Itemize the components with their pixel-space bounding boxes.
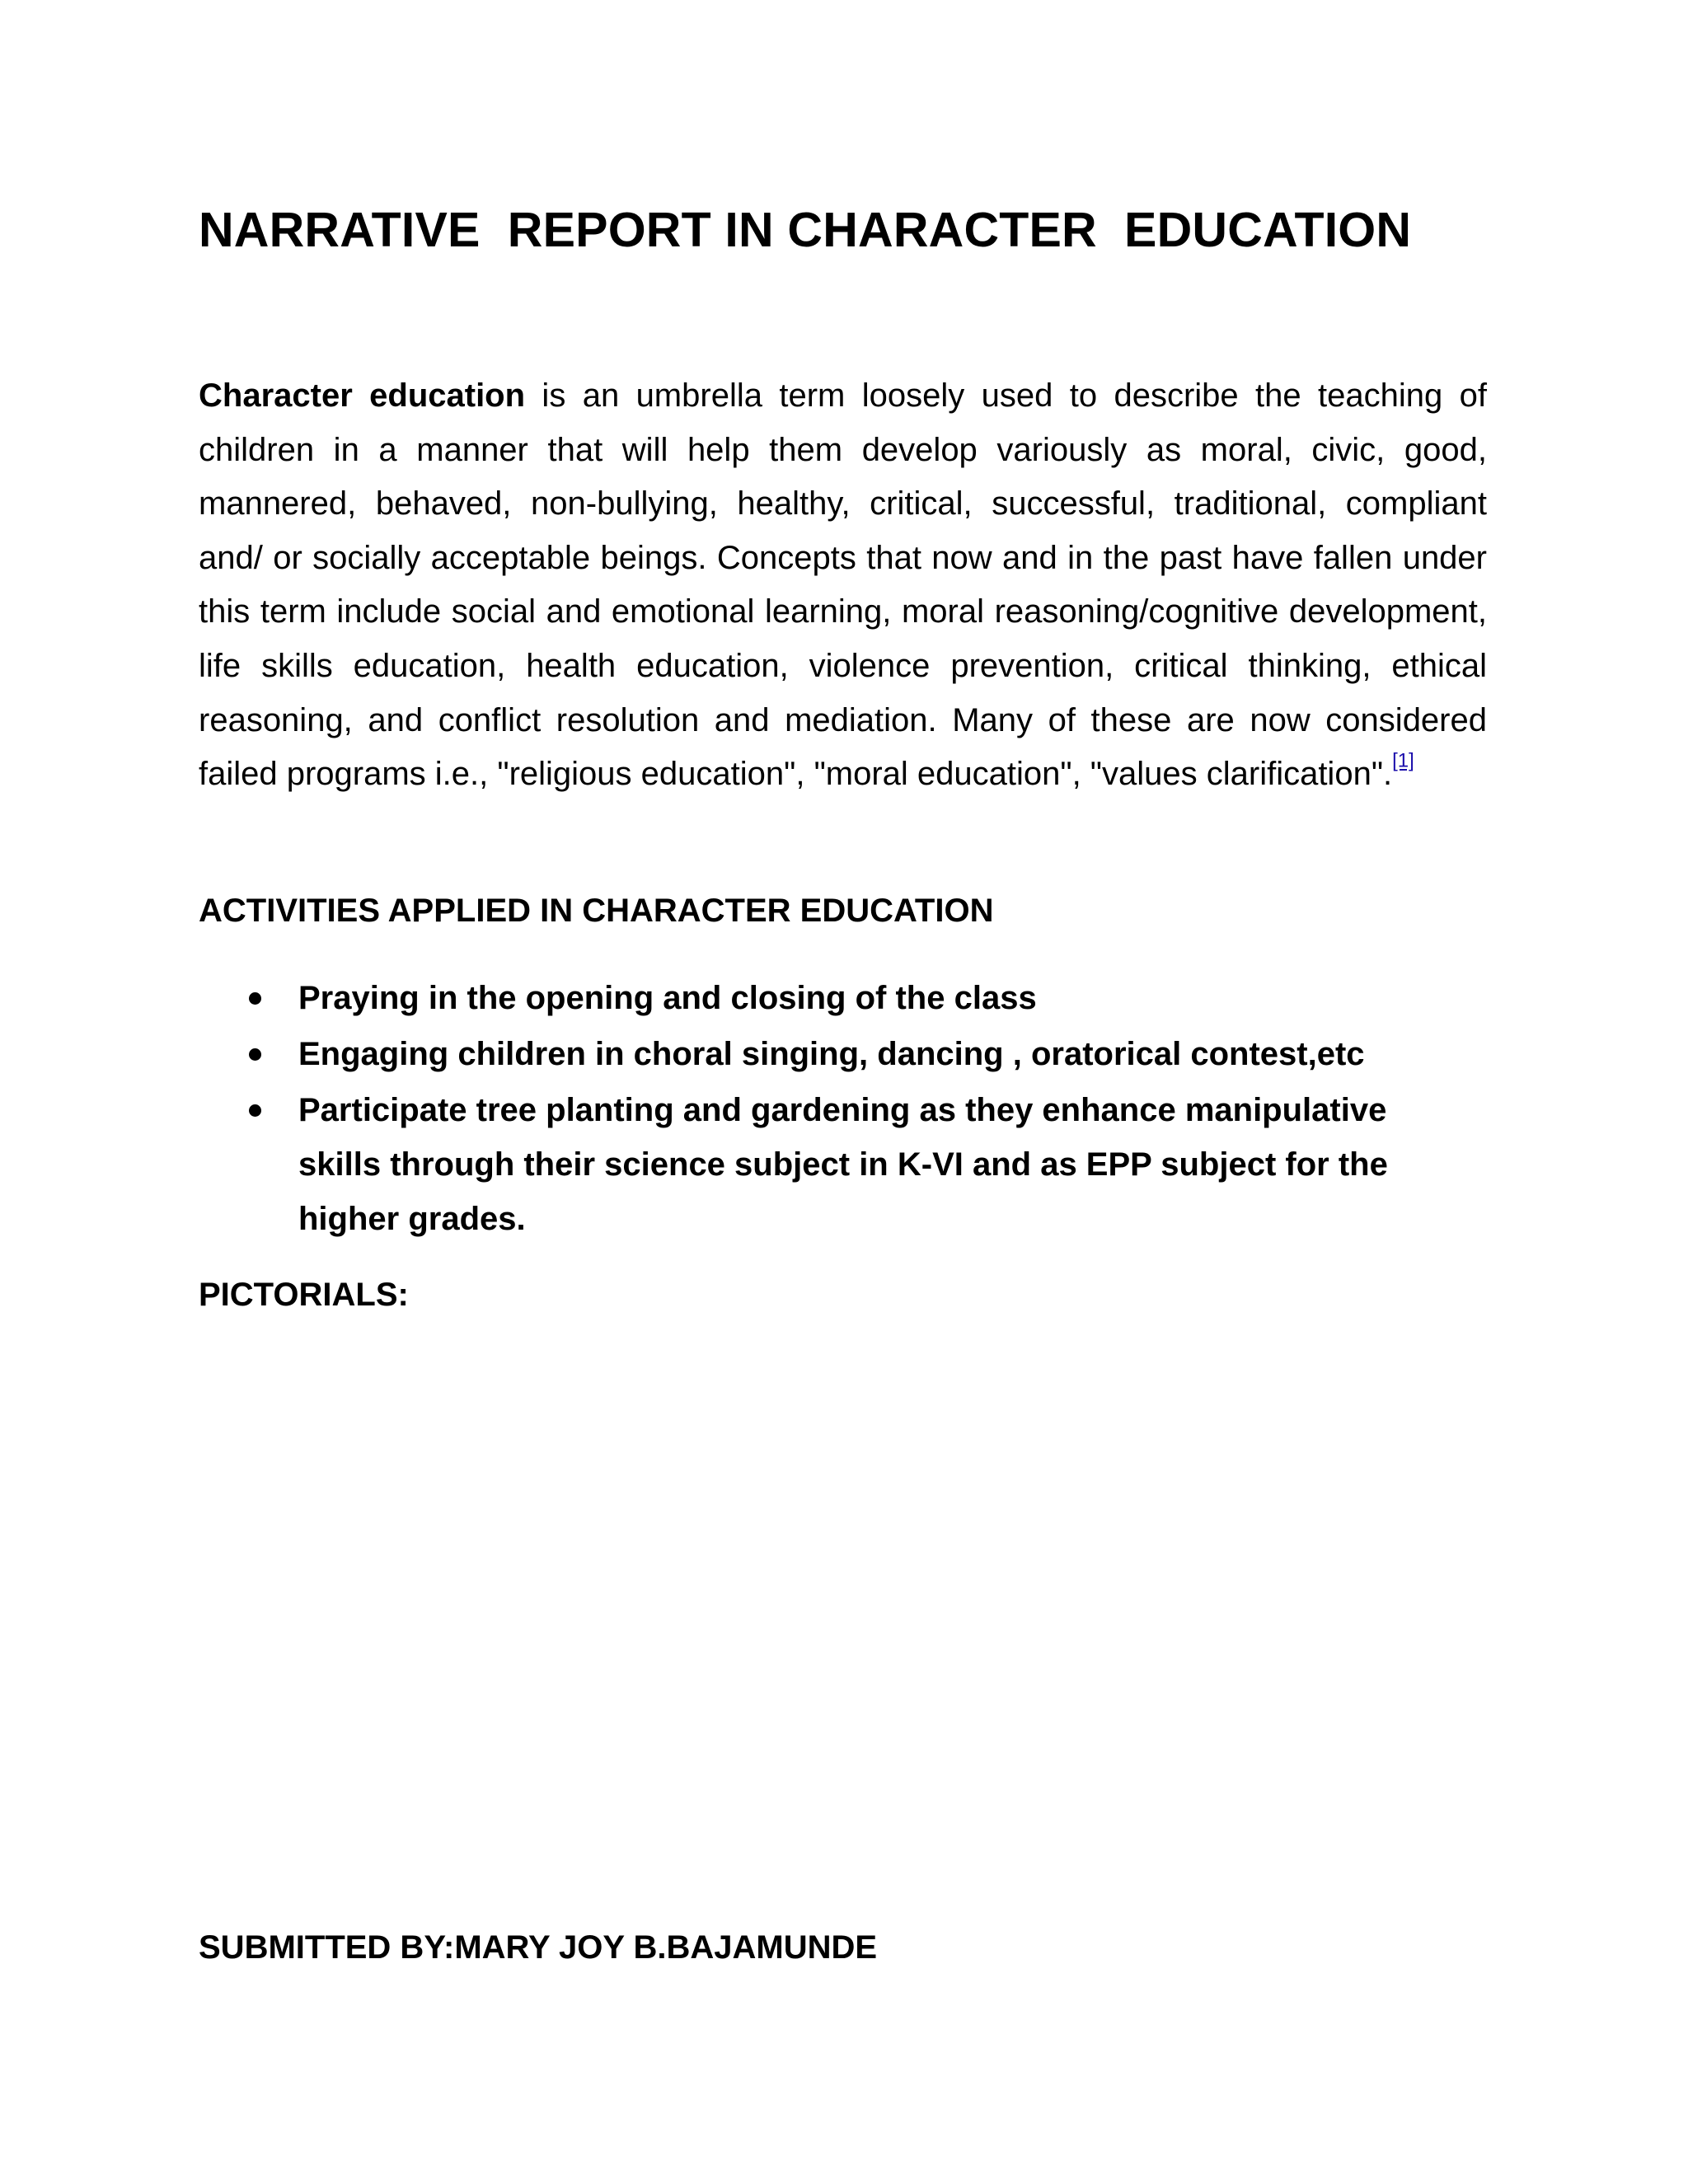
intro-body: is an umbrella term loosely used to describe the teaching of children in a manner that will help them develop variously as moral, civic, good, mannered, behaved, non-bullying, healthy, critical, successful, traditional, compliant and/ or socially acceptable beings. Concepts that now and in the past have fallen under this term include social and emotional learning, moral reasoning/cognitive development, life skills education, health education, violence prevention, critical thinking, ethical reasoning, and conflict resolution and mediation. Many of these are now considered failed programs i.e., "religious education", "moral education", "values clarification". (199, 377, 1487, 793)
pictorials-heading: PICTORIALS: (199, 1277, 409, 1313)
list-item (199, 1027, 1451, 1081)
submitted-by: SUBMITTED BY:MARY JOY B.BAJAMUNDE (199, 1929, 878, 1966)
pictorials-area (199, 1335, 1487, 1879)
intro-paragraph (199, 369, 1487, 802)
list-item (199, 971, 1451, 1025)
activities-heading: ACTIVITIES APPLIED IN CHARACTER EDUCATION (199, 893, 994, 929)
footnote-link[interactable]: [1] (1392, 749, 1414, 772)
activity-text: Participate tree planting and gardening as they enhance manipulative skills through their science subject in K-VI and as EPP subject for the higher grades. (298, 1092, 1388, 1237)
document-title: NARRATIVE REPORT IN CHARACTER EDUCATION (199, 203, 1412, 257)
bullet-icon (249, 1048, 261, 1061)
footnote-marker (1392, 750, 1414, 772)
activity-text: Engaging children in choral singing, dancing , oratorical contest,etc (298, 1036, 1365, 1072)
bullet-icon (249, 1104, 261, 1117)
bullet-icon (249, 992, 261, 1005)
activities-list (199, 971, 1451, 1248)
intro-term: Character education (199, 377, 526, 414)
list-item (199, 1083, 1451, 1246)
activity-text: Praying in the opening and closing of the class (298, 980, 1037, 1016)
